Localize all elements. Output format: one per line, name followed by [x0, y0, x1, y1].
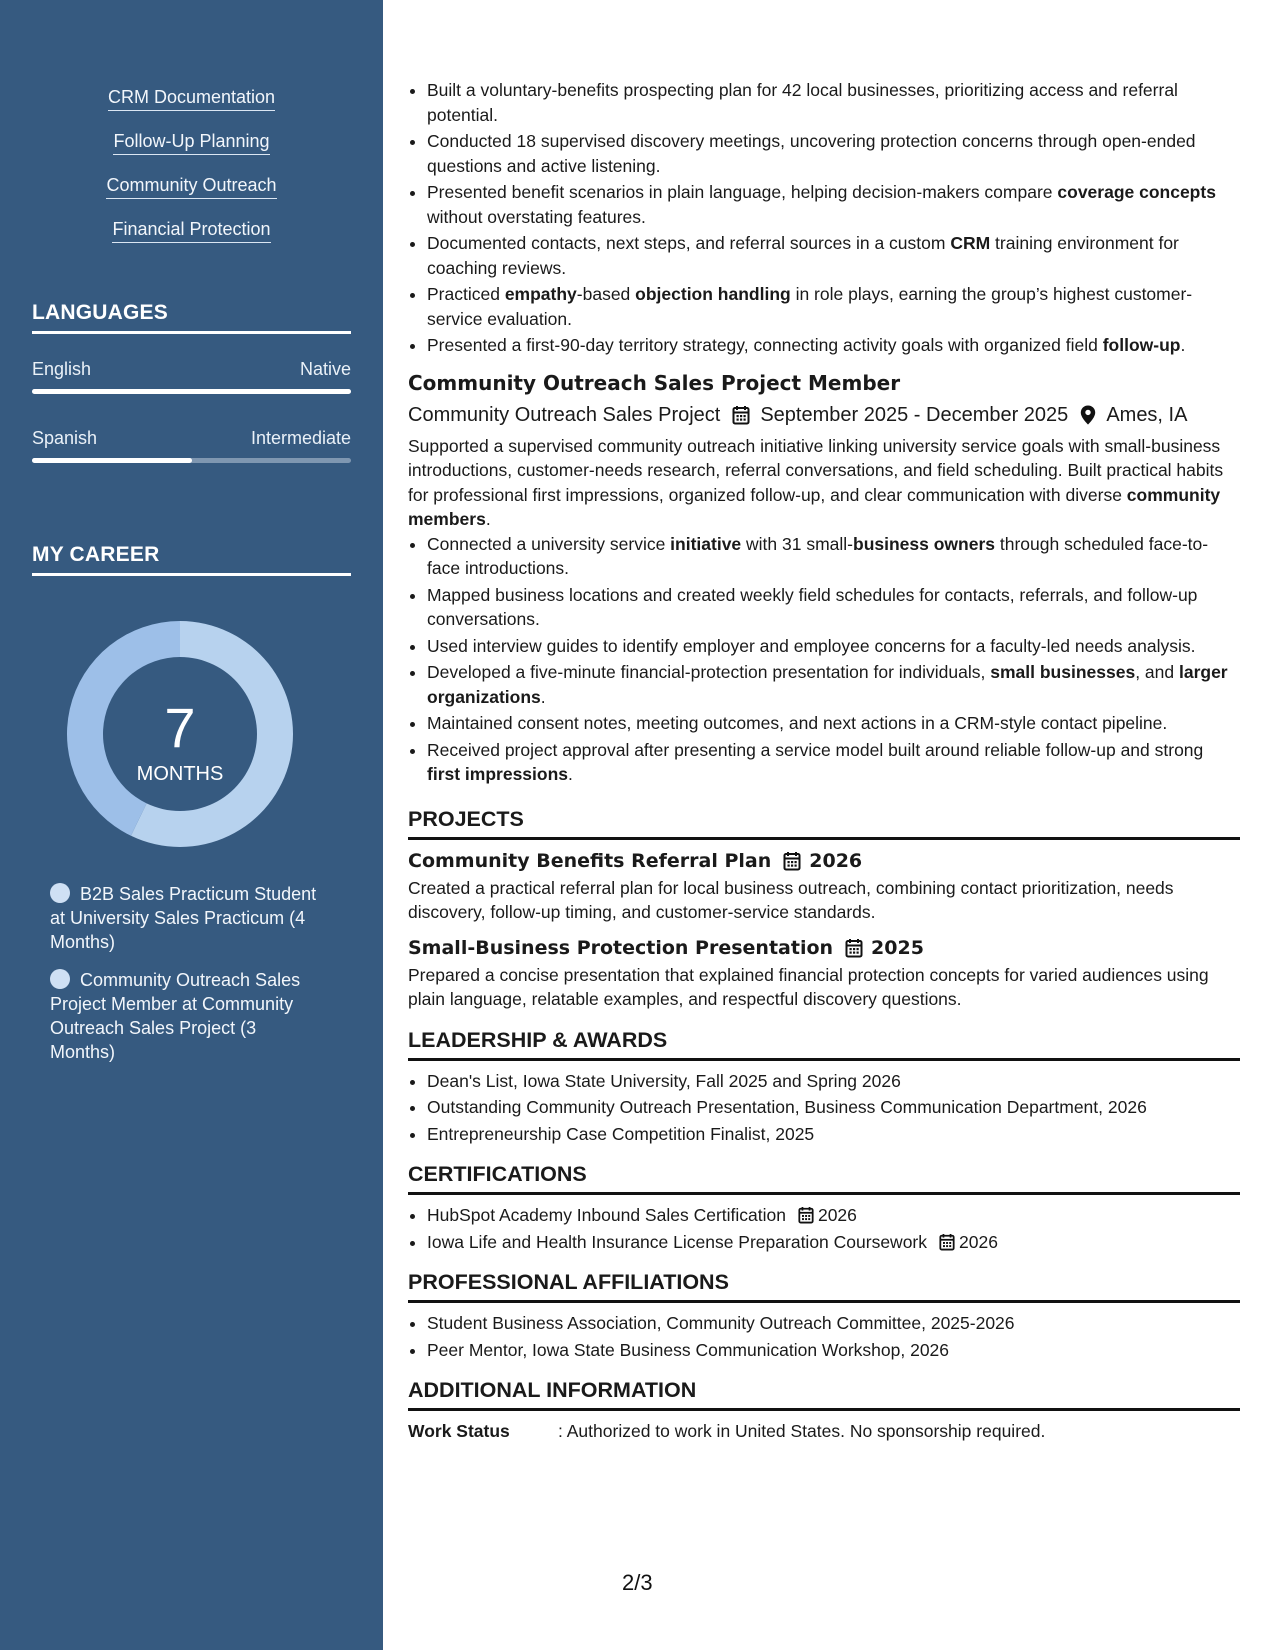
info-value: : Authorized to work in United States. No sponsorship required. — [558, 1421, 1046, 1441]
location-pin-icon — [1080, 405, 1096, 425]
career-list — [50, 882, 320, 1078]
job-location: Ames, IA — [1106, 403, 1188, 426]
project-item — [408, 848, 1240, 925]
bullet-dot-icon — [50, 969, 70, 989]
career-total-value: 7 — [164, 696, 196, 759]
language-level: Intermediate — [250, 428, 351, 448]
list-item: • Dean's List, Iowa State University, Fall 2025 and Spring 2026 — [427, 1069, 1240, 1094]
career-total-unit: MONTHS — [136, 763, 224, 785]
language-row — [32, 428, 351, 449]
job-description: Supported a supervised community outreach initiative linking university service goals with small-business introductions, customer-needs research, referral conversations, and field scheduling. Built practical habits for professional first impressions, organized follow-up, and clear communication with diverse community members. — [408, 435, 1224, 529]
list-item: • Peer Mentor, Iowa State Business Communication Workshop, 2026 — [427, 1338, 1240, 1363]
list-item: • Documented contacts, next steps, and referral sources in a custom CRM training environment for coaching reviews. — [427, 231, 1240, 280]
languages-heading: LANGUAGES — [32, 301, 351, 334]
language-name: Spanish — [32, 428, 98, 448]
career-item: B2B Sales Practicum Student at University Sales Practicum (4 Months) — [50, 884, 317, 952]
job-dates: September 2025 - December 2025 — [760, 403, 1069, 426]
list-item: • Conducted 18 supervised discovery meetings, uncovering protection concerns through open-ended questions and active listening. — [427, 129, 1240, 178]
list-item: • Outstanding Community Outreach Presentation, Business Communication Department, 2026 — [427, 1095, 1240, 1120]
language-proficiency-bar — [32, 389, 351, 394]
donut-segment — [67, 621, 180, 836]
language-level: Native — [299, 359, 351, 379]
page-number: 2/3 — [622, 1570, 653, 1595]
job-bullets — [408, 532, 1240, 787]
list-item: • Built a voluntary-benefits prospecting plan for 42 local businesses, prioritizing access and referral potential. — [427, 78, 1240, 127]
project-description: Created a practical referral plan for local business outreach, combining contact prioritization, needs discovery, follow-up timing, and customer-service standards. — [408, 877, 1174, 922]
project-item — [408, 935, 1240, 1012]
language-row — [32, 359, 351, 380]
calendar-icon — [845, 938, 863, 958]
career-donut-chart — [67, 621, 293, 847]
job-meta — [408, 401, 1240, 429]
previous-job-bullets — [408, 78, 1240, 358]
project-year: 2025 — [871, 936, 924, 959]
language-proficiency-fill — [32, 458, 192, 463]
career-heading: MY CAREER — [32, 543, 351, 576]
job-organization: Community Outreach Sales Project — [408, 403, 721, 426]
list-item: • HubSpot Academy Inbound Sales Certification 2026 — [427, 1203, 1240, 1228]
awards-list — [408, 1069, 1240, 1147]
skills-list — [0, 86, 383, 262]
list-item: • Used interview guides to identify employer and employee concerns for a faculty-led needs analysis. — [427, 634, 1240, 659]
calendar-icon — [798, 1206, 814, 1224]
skill-tag: Financial Protection — [0, 218, 383, 243]
job-title: Community Outreach Sales Project Member — [408, 370, 901, 395]
language-proficiency-bar — [32, 458, 351, 463]
list-item: • Mapped business locations and created weekly field schedules for contacts, referrals, and follow-up conversations. — [427, 583, 1240, 632]
project-year: 2026 — [809, 849, 863, 872]
certifications-heading: CERTIFICATIONS — [408, 1160, 1240, 1195]
main-content — [408, 78, 1240, 1444]
calendar-icon — [783, 851, 801, 871]
language-proficiency-fill — [32, 389, 351, 394]
certifications-list — [408, 1203, 1240, 1254]
info-row — [408, 1419, 1240, 1444]
bullet-dot-icon — [50, 883, 70, 903]
info-label: Work Status — [408, 1421, 510, 1441]
sidebar — [0, 0, 383, 1650]
list-item: • Presented benefit scenarios in plain language, helping decision-makers compare coverage concepts without overstating features. — [427, 180, 1240, 229]
project-title: Small-Business Protection Presentation — [408, 936, 834, 959]
list-item: • Maintained consent notes, meeting outcomes, and next actions in a CRM-style contact pipeline. — [427, 711, 1240, 736]
project-title: Community Benefits Referral Plan — [408, 849, 772, 872]
skill-tag: Community Outreach — [0, 174, 383, 199]
list-item: • Student Business Association, Community Outreach Committee, 2025-2026 — [427, 1311, 1240, 1336]
list-item: • Connected a university service initiative with 31 small-business owners through scheduled face-to-face introductions. — [427, 532, 1240, 581]
project-description: Prepared a concise presentation that explained financial protection concepts for varied audiences using plain language, relatable examples, and respectful discovery questions. — [408, 964, 1209, 1009]
skill-tag: CRM Documentation — [0, 86, 383, 111]
language-name: English — [32, 359, 92, 379]
projects-heading: PROJECTS — [408, 805, 1240, 840]
list-item: • Developed a five-minute financial-protection presentation for individuals, small businesses, and larger organizations. — [427, 660, 1240, 709]
list-item: • Received project approval after presenting a service model built around reliable follow-up and strong first impressions. — [427, 738, 1240, 787]
calendar-icon — [732, 405, 750, 425]
list-item: • Practiced empathy-based objection handling in role plays, earning the group’s highest customer-service evaluation. — [427, 282, 1240, 331]
affiliations-heading: PROFESSIONAL AFFILIATIONS — [408, 1268, 1240, 1303]
list-item: • Presented a first-90-day territory strategy, connecting activity goals with organized field follow-up. — [427, 333, 1240, 358]
skill-tag: Follow-Up Planning — [0, 130, 383, 155]
career-item: Community Outreach Sales Project Member at Community Outreach Sales Project (3 Months) — [50, 970, 301, 1062]
additional-info-heading: ADDITIONAL INFORMATION — [408, 1376, 1240, 1411]
awards-heading: LEADERSHIP & AWARDS — [408, 1026, 1240, 1061]
affiliations-list — [408, 1311, 1240, 1362]
list-item: • Iowa Life and Health Insurance License Preparation Coursework 2026 — [427, 1230, 1240, 1255]
calendar-icon — [939, 1233, 955, 1251]
list-item: • Entrepreneurship Case Competition Finalist, 2025 — [427, 1122, 1240, 1147]
